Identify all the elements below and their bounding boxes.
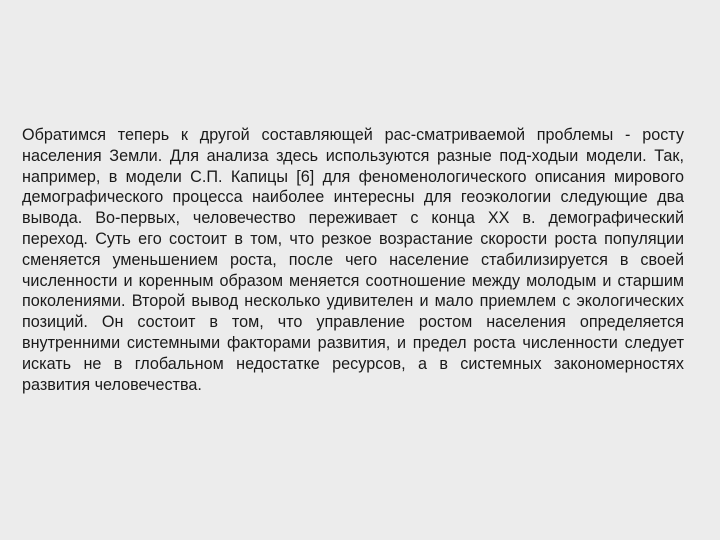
body-paragraph: Обратимся теперь к другой составляющей рас-сматриваемой проблемы - росту населения Земли. Для анализа здесь используются разные под-ходыи модели. Так, например, в модели С.П. Капицы [6] для феноменологического описания мирового демографического процесса наиболее интересны для геоэкологии следующие два вывода. Во-первых, человечество переживает с конца XX в. демографический переход. Суть его состоит в том, что резкое возрастание скорости роста популяции сменяется уменьшением роста, после чего население стабилизируется в своей численности и коренным образом меняется соотношение между молодым и старшим поколениями. Второй вывод несколько удивителен и мало приемлем с экологических позиций. Он состоит в том, что управление ростом населения определяется внутренними системными факторами развития, и предел роста численности следует искать не в глобальном недостатке ресурсов, а в системных закономерностях развития человечества. — [22, 126, 684, 394]
